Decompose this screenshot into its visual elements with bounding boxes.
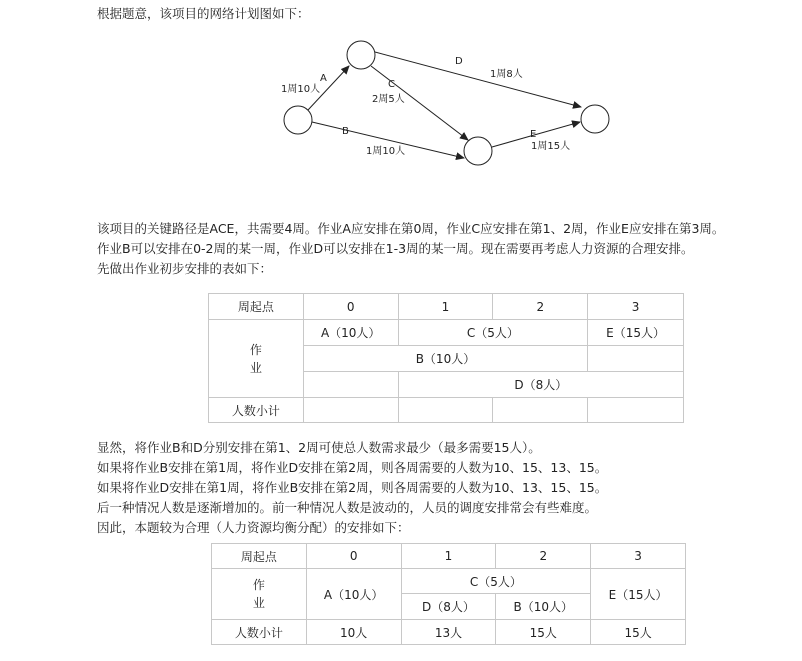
- header-cell: 2: [496, 544, 591, 569]
- para1-line3: 先做出作业初步安排的表如下：: [97, 261, 273, 276]
- task-b-cell: B（10人）: [303, 346, 587, 372]
- para2-line4: 后一种情况人数是逐渐增加的。前一种情况人数是波动的，人员的调度安排常会有些难度。: [97, 500, 598, 515]
- task-e-cell: E（15人）: [588, 320, 684, 346]
- node-1: [284, 106, 312, 134]
- header-cell: 周起点: [209, 294, 304, 320]
- edge-d-detail: 1周8人: [490, 69, 523, 80]
- edge-a-name: A: [320, 73, 327, 84]
- empty-cell: [493, 398, 588, 423]
- network-diagram: [0, 0, 802, 200]
- node-3: [464, 137, 492, 165]
- header-cell: 3: [588, 294, 684, 320]
- header-cell: 1: [398, 294, 493, 320]
- edge-e-name: E: [530, 129, 537, 140]
- edge-e-detail: 1周15人: [531, 141, 571, 152]
- edge-b-name: B: [342, 126, 349, 137]
- edge-a-detail: 1周10人: [281, 84, 321, 95]
- header-cell: 0: [306, 544, 401, 569]
- task-c-cell: C（5人）: [398, 320, 588, 346]
- task-c-cell: C（5人）: [401, 569, 591, 594]
- task-d-cell: D（8人）: [398, 372, 683, 398]
- para2-line3: 如果将作业D安排在第1周，将作业B安排在第2周，则各周需要的人数为10、13、15、15。: [97, 480, 608, 495]
- final-schedule-table: [211, 543, 686, 645]
- total-label: 人数小计: [212, 620, 307, 645]
- empty-cell: [588, 398, 684, 423]
- total-cell: 15人: [496, 620, 591, 645]
- node-2: [347, 41, 375, 69]
- total-cell: 15人: [591, 620, 686, 645]
- total-cell: 13人: [401, 620, 496, 645]
- header-cell: 1: [401, 544, 496, 569]
- initial-schedule-table: [208, 293, 684, 423]
- para1-line1: 该项目的关键路径是ACE，共需要4周。作业A应安排在第0周，作业C应安排在第1、2周，作业E应安排在第3周。: [97, 221, 725, 236]
- para1-line2: 作业B可以安排在0-2周的某一周，作业D可以安排在1-3周的某一周。现在需要再考虑人力资源的合理安排。: [97, 241, 694, 256]
- para2-line1: 显然，将作业B和D分别安排在第1、2周可使总人数需求最少（最多需要15人）。: [97, 440, 541, 455]
- header-cell: 2: [493, 294, 588, 320]
- task-a-cell: A（10人）: [303, 320, 398, 346]
- para2-line2: 如果将作业B安排在第1周，将作业D安排在第2周，则各周需要的人数为10、15、13、15。: [97, 460, 608, 475]
- para2-line5: 因此，本题较为合理（人力资源均衡分配）的安排如下：: [97, 520, 410, 535]
- empty-cell: [398, 398, 493, 423]
- task-label: 作 业: [209, 320, 304, 398]
- node-4: [581, 105, 609, 133]
- header-cell: 周起点: [212, 544, 307, 569]
- task-a-cell: A（10人）: [306, 569, 401, 620]
- header-cell: 0: [303, 294, 398, 320]
- task-e-cell: E（15人）: [591, 569, 686, 620]
- task-b-cell: B（10人）: [496, 594, 591, 620]
- task-d-cell: D（8人）: [401, 594, 496, 620]
- edge-d: [375, 52, 581, 107]
- intro-text: 根据题意，该项目的网络计划图如下：: [97, 6, 310, 21]
- total-label: 人数小计: [209, 398, 304, 423]
- edge-c-detail: 2周5人: [372, 94, 405, 105]
- empty-cell: [588, 346, 684, 372]
- total-cell: 10人: [306, 620, 401, 645]
- empty-cell: [303, 398, 398, 423]
- task-label: 作 业: [212, 569, 307, 620]
- empty-cell: [303, 372, 398, 398]
- edge-b-detail: 1周10人: [366, 146, 406, 157]
- edge-d-name: D: [455, 56, 463, 67]
- header-cell: 3: [591, 544, 686, 569]
- edge-c-name: C: [388, 79, 395, 90]
